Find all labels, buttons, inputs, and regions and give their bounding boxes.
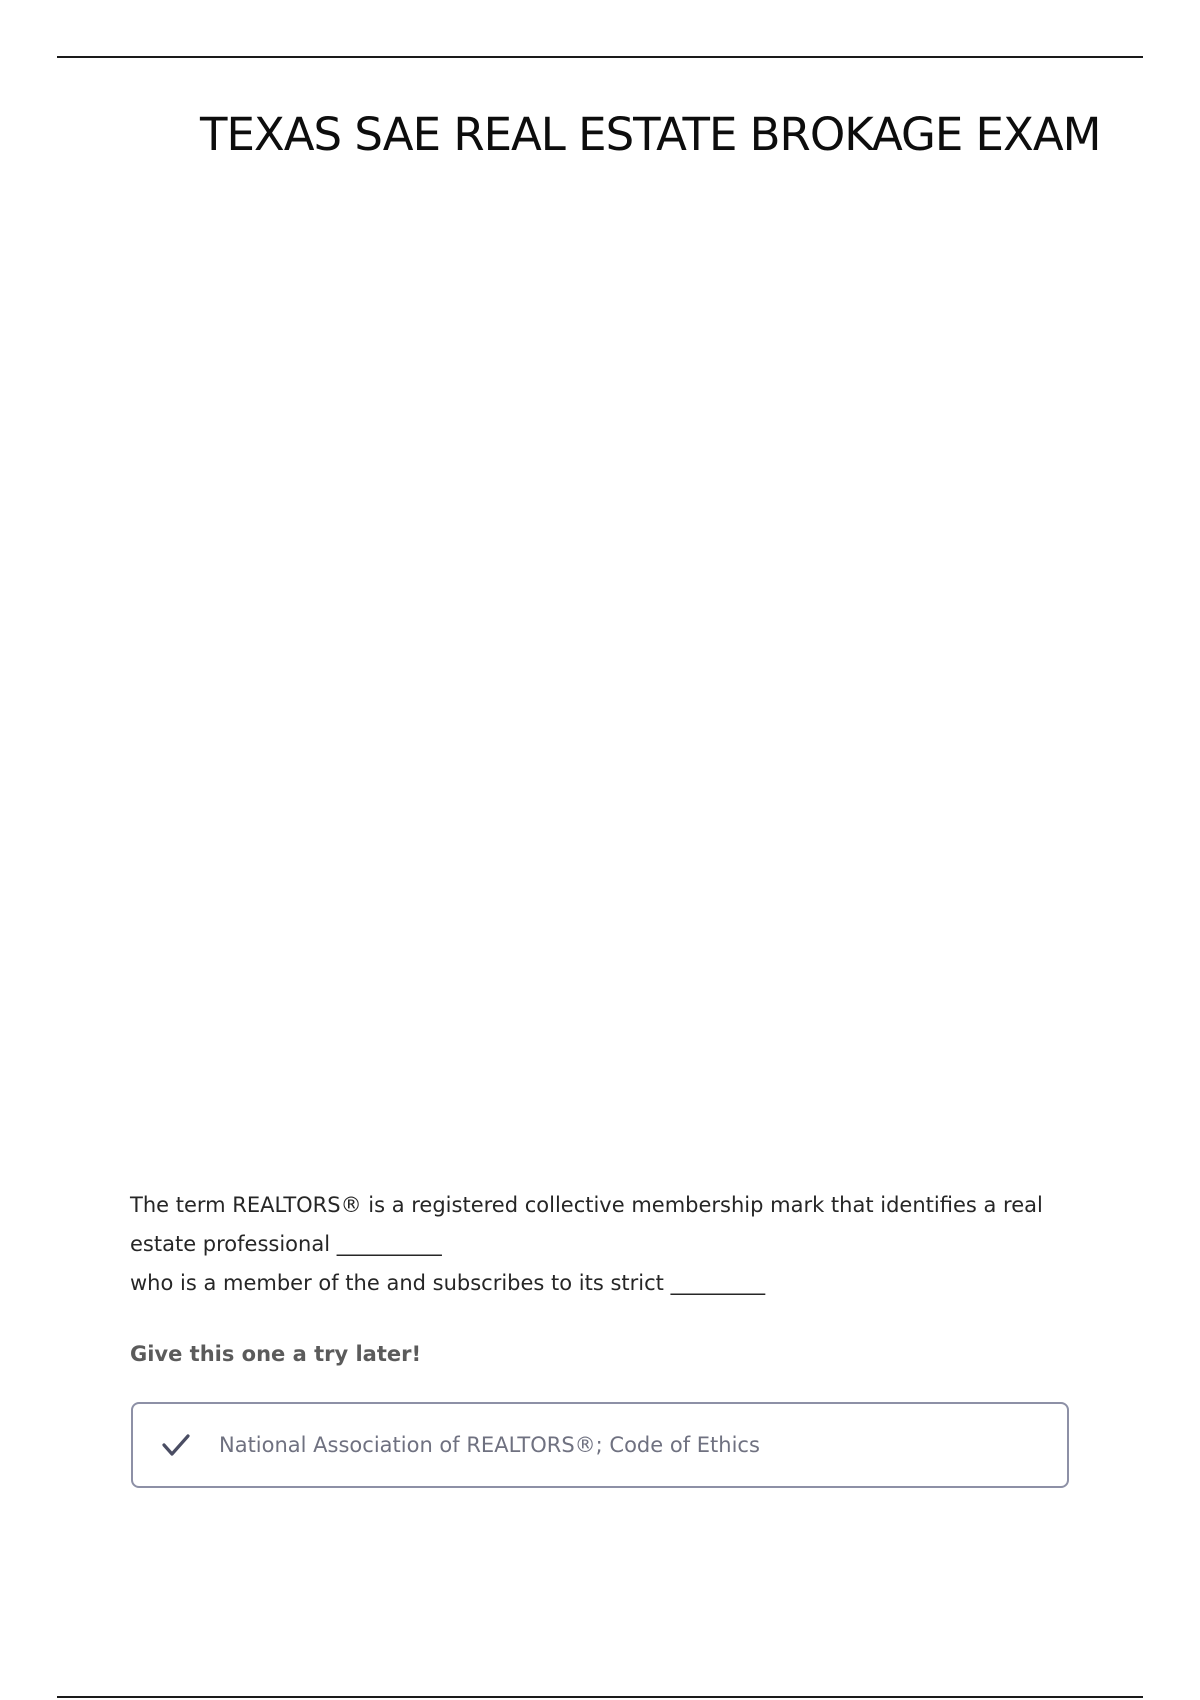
question-text <box>130 1186 1090 1303</box>
question-line-1: The term REALTORS® is a registered collective membership mark that identifies a real <box>130 1193 1043 1217</box>
checkmark-icon <box>159 1428 193 1462</box>
top-divider <box>57 56 1143 58</box>
hint-text: Give this one a try later! <box>130 1342 422 1366</box>
question-line-2: estate professional __________ <box>130 1232 442 1256</box>
answer-label: National Association of REALTORS®; Code of Ethics <box>219 1433 760 1457</box>
answer-option[interactable] <box>131 1402 1069 1488</box>
bottom-divider <box>57 1696 1143 1698</box>
question-line-3: who is a member of the and subscribes to its strict _________ <box>130 1271 766 1295</box>
page-title: TEXAS SAE REAL ESTATE BROKAGE EXAM <box>200 108 1101 161</box>
